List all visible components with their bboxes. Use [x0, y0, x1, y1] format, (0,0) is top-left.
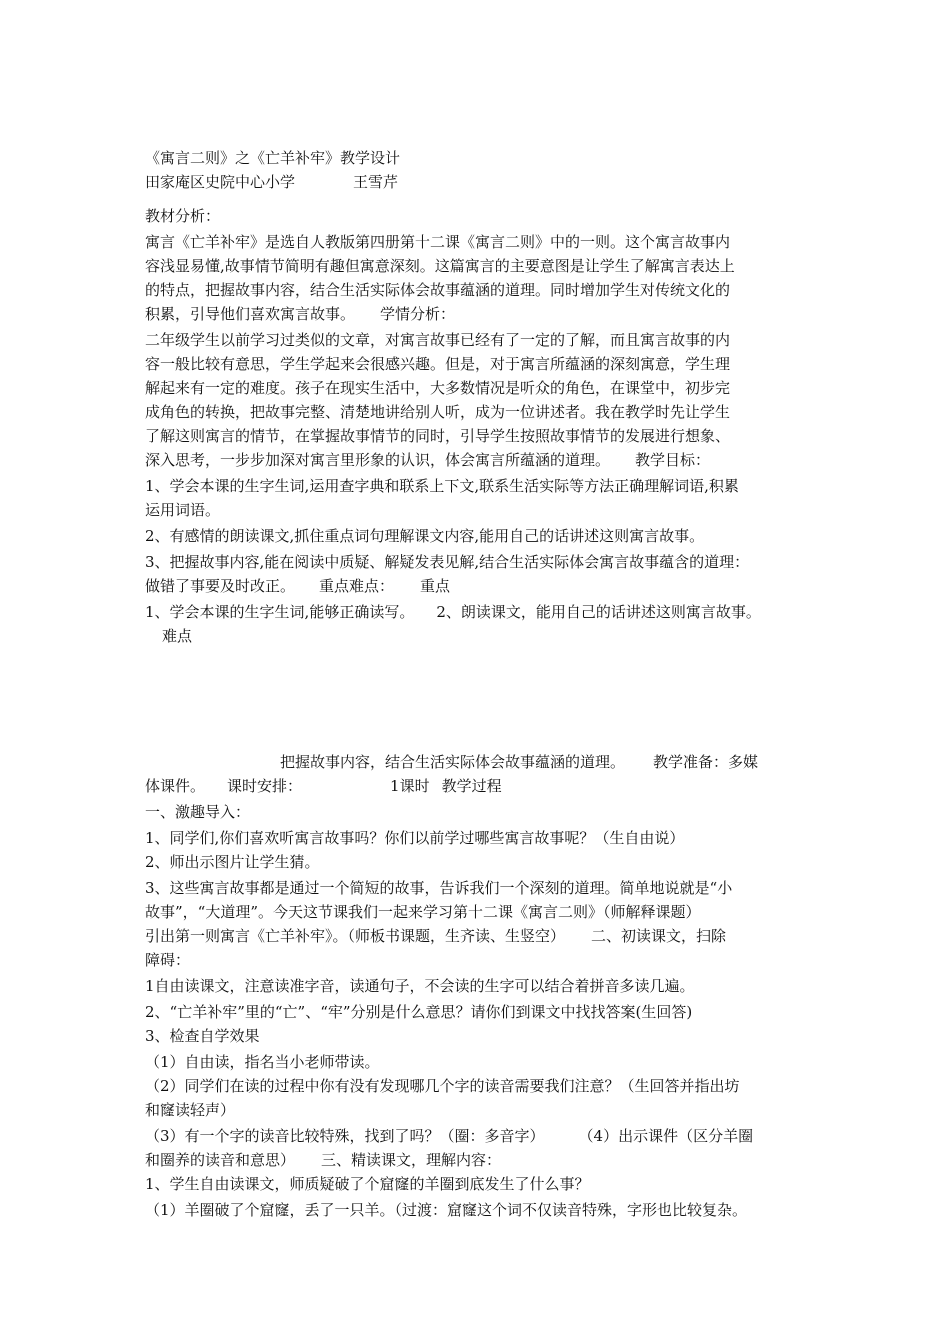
paragraph-line: （1）自由读，指名当小老师带读。 — [145, 1053, 380, 1071]
paragraph-line: 1自由读课文，注意读准字音，读通句子，不会读的生字可以结合着拼音多读几遍。 — [145, 977, 695, 995]
section-heading: 难点 — [162, 627, 193, 645]
section-heading: 一、激趣导入： — [145, 803, 251, 821]
paragraph-line: 和圈养的读音和意思） 三、精读课文，理解内容： — [145, 1151, 502, 1169]
section-heading: 学情分析： — [380, 305, 456, 323]
author-name: 王雪芹 — [353, 173, 399, 191]
paragraph-line: 积累，引导他们喜欢寓言故事。 学情分析： — [145, 305, 456, 323]
paragraph-line: 的特点，把握故事内容，结合生活实际体会故事蕴涵的道理。同时增加学生对传统文化的 — [145, 281, 731, 299]
paragraph-line: 2、师出示图片让学生猜。 — [145, 853, 320, 871]
paragraph-line: 容浅显易懂,故事情节简明有趣但寓意深刻。这篇寓言的主要意图是让学生了解寓言表达上 — [145, 257, 735, 275]
paragraph-line: 深入思考，一步步加深对寓言里形象的认识，体会寓言所蕴涵的道理。 教学目标： — [145, 451, 711, 469]
paragraph-line: 容一般比较有意思，学生学起来会很感兴趣。但是，对于寓言所蕴涵的深刻寓意，学生理 — [145, 355, 731, 373]
paragraph-line: 1、学会本课的生字生词,运用查字典和联系上下文,联系生活实际等方法正确理解词语,积累 — [145, 477, 739, 495]
paragraph-line: 3、检查自学效果 — [145, 1027, 260, 1045]
paragraph-line: （3）有一个字的读音比较特殊，找到了吗？（圈：多音字） （4）出示课件（区分羊圈 — [145, 1127, 754, 1145]
section-heading: 教学准备：多媒 — [653, 753, 759, 771]
author-line — [145, 172, 398, 192]
paragraph-line: （2）同学们在读的过程中你有没有发现哪几个字的读音需要我们注意？（生回答并指出坊 — [145, 1077, 740, 1095]
section-heading: 二、初读课文，扫除 — [591, 927, 727, 945]
section-heading: 教学过程 — [441, 777, 502, 795]
paragraph-line: 和窿读轻声） — [145, 1101, 236, 1119]
paragraph-line: 二年级学生以前学习过类似的文章，对寓言故事已经有了一定的了解，而且寓言故事的内 — [145, 331, 731, 349]
paragraph-line: 3、这些寓言故事都是通过一个简短的故事，告诉我们一个深刻的道理。简单地说就是“小 — [145, 879, 733, 897]
paragraph-line: （1）羊圈破了个窟窿，丢了一只羊。（过渡：窟窿这个词不仅读音特殊，字形也比较复杂。 — [145, 1201, 748, 1219]
paragraph-line: 把握故事内容，结合生活实际体会故事蕴涵的道理。 教学准备：多媒 — [280, 753, 759, 771]
paragraph-line: 做错了事要及时改正。 重点难点： 重点 — [145, 577, 451, 595]
paragraph-line: 故事”，“大道理”。今天这节课我们一起来学习第十二课《寓言二则》（师解释课题） — [145, 903, 701, 921]
paragraph-line: 1、学会本课的生字生词,能够正确读写。 2、朗读课文，能用自己的话讲述这则寓言故事。 — [145, 603, 761, 621]
paragraph-line: 1、学生自由读课文，师质疑破了个窟窿的羊圈到底发生了什么事？ — [145, 1175, 590, 1193]
section-heading: 教材分析： — [145, 207, 221, 225]
paragraph-line: 体课件。 课时安排： 1课时 教学过程 — [145, 777, 502, 795]
section-heading: 三、精读课文，理解内容： — [321, 1151, 502, 1169]
section-heading: 课时安排： — [227, 777, 303, 795]
paragraph-line: 2、“亡羊补牢”里的“亡”、“牢”分别是什么意思？请你们到课文中找找答案(生回答) — [145, 1003, 693, 1021]
paragraph-line: 运用词语。 — [145, 501, 221, 519]
paragraph-line: 解起来有一定的难度。孩子在现实生活中，大多数情况是听众的角色，在课堂中，初步完 — [145, 379, 731, 397]
paragraph-line: 引出第一则寓言《亡羊补牢》。（师板书课题，生齐读、生竖空） 二、初读课文，扫除 — [145, 927, 727, 945]
section-heading: 障碍： — [145, 951, 191, 969]
section-heading: 重点难点： — [319, 577, 395, 595]
section-heading: 教学目标： — [635, 451, 711, 469]
document-title: 《寓言二则》之《亡羊补牢》教学设计 — [145, 149, 401, 167]
school-name: 田家庵区史院中心小学 — [145, 173, 296, 191]
section-heading: 重点 — [420, 577, 451, 595]
paragraph-line: 3、把握故事内容,能在阅读中质疑、解疑发表见解,结合生活实际体会寓言故事蕴含的道理： — [145, 553, 750, 571]
paragraph-line: 了解这则寓言的情节，在掌握故事情节的同时，引导学生按照故事情节的发展进行想象、 — [145, 427, 731, 445]
paragraph-line: 1、同学们,你们喜欢听寓言故事吗？你们以前学过哪些寓言故事呢？（生自由说） — [145, 829, 685, 847]
paragraph-line: 成角色的转换，把故事完整、清楚地讲给别人听，成为一位讲述者。我在教学时先让学生 — [145, 403, 731, 421]
paragraph-line: 2、有感情的朗读课文,抓住重点词句理解课文内容,能用自己的话讲述这则寓言故事。 — [145, 527, 705, 545]
paragraph-line: 寓言《亡羊补牢》是选自人教版第四册第十二课《寓言二则》中的一则。这个寓言故事内 — [145, 233, 731, 251]
